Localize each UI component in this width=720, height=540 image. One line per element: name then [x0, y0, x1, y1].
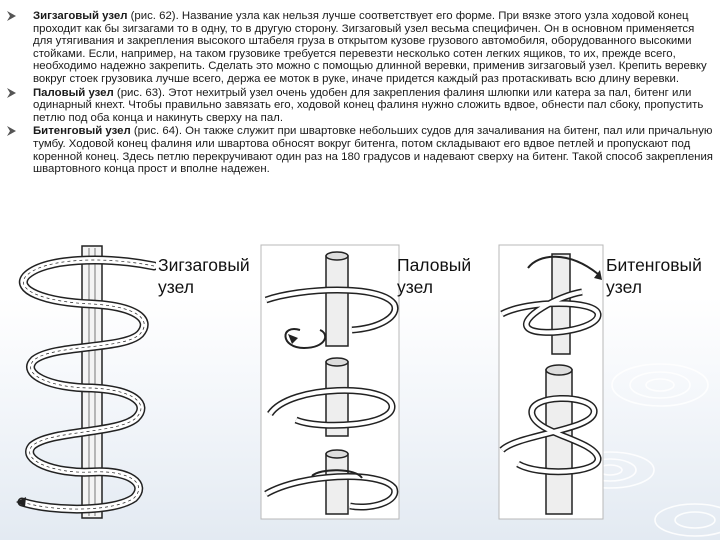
palovy-knot-illustration [260, 244, 400, 520]
zigzag-knot-illustration [14, 244, 156, 520]
arrow-bullet-icon [6, 125, 18, 137]
bullet-term: Паловый узел [33, 86, 114, 99]
bullet-text: (рис. 64). Он также служит при швартовке небольших судов для зачаливания на битенг, пал или причальную тумбу. Ходовой конец фалиня или швартова обносят вокруг битенга, потом складывают его вдвое петлей и пропускают под коренной конец. Здесь петлю перекручивают один раз на 180 градусов и надевают сверху на битенг. Такой способ закрепления швартовного конца прост и вполне надежен. [33, 125, 713, 176]
bullet-bitengovy-knot [6, 125, 714, 175]
bitengovy-knot-illustration [498, 244, 604, 520]
bullet-term: Зигзаговый узел [33, 10, 128, 22]
caption-bitengovy-knot: Битенговый узел [606, 255, 702, 297]
bullet-zigzag-knot [6, 10, 714, 86]
caption-palovy-knot: Паловый узел [397, 255, 472, 297]
caption-zigzag-knot: Зигзаговый узел [158, 255, 250, 297]
bullet-term: Битенговый узел [33, 125, 131, 138]
knot-illustrations-panel [14, 244, 714, 520]
bullet-list [6, 10, 714, 177]
bullet-text: (рис. 62). Название узла как нельзя лучше соответствует его форме. При вязке этого узла ходовой конец проходит как бы зигзагами то в одну, то в другую сторону. Зигзаговый узел весьма специфичен. Он в основном применяется для утягивания и закрепления высокого штабеля груза в открытом кузове грузового автомобиля, оборудованного высокими стойками. Если, например, на таком грузовике требуется перевезти несколько сотен легких ящиков, то их, прежде всего, необходимо надежно закрепить. Сделать это можно с помощью длинной веревки, применив зигзаговый узел. Крепить веревку вокруг стоек грузовика лучше всего, держа ее моток в руке, иначе придется каждый раз протаскивать всю длину веревки. [33, 10, 707, 85]
arrow-bullet-icon [6, 87, 18, 99]
bullet-text: (рис. 63). Этот нехитрый узел очень удобен для закрепления фалиня шлюпки или катера за пал, битенг или одинарный кнехт. Чтобы правильно завязать его, ходовой конец фалиня нужно сложить вдвое, обнести пал сбоку, пропустить петлю под оба конца и накинуть сверху на пал. [33, 86, 704, 124]
bullet-palovy-knot [6, 87, 714, 125]
arrow-bullet-icon [6, 10, 18, 22]
